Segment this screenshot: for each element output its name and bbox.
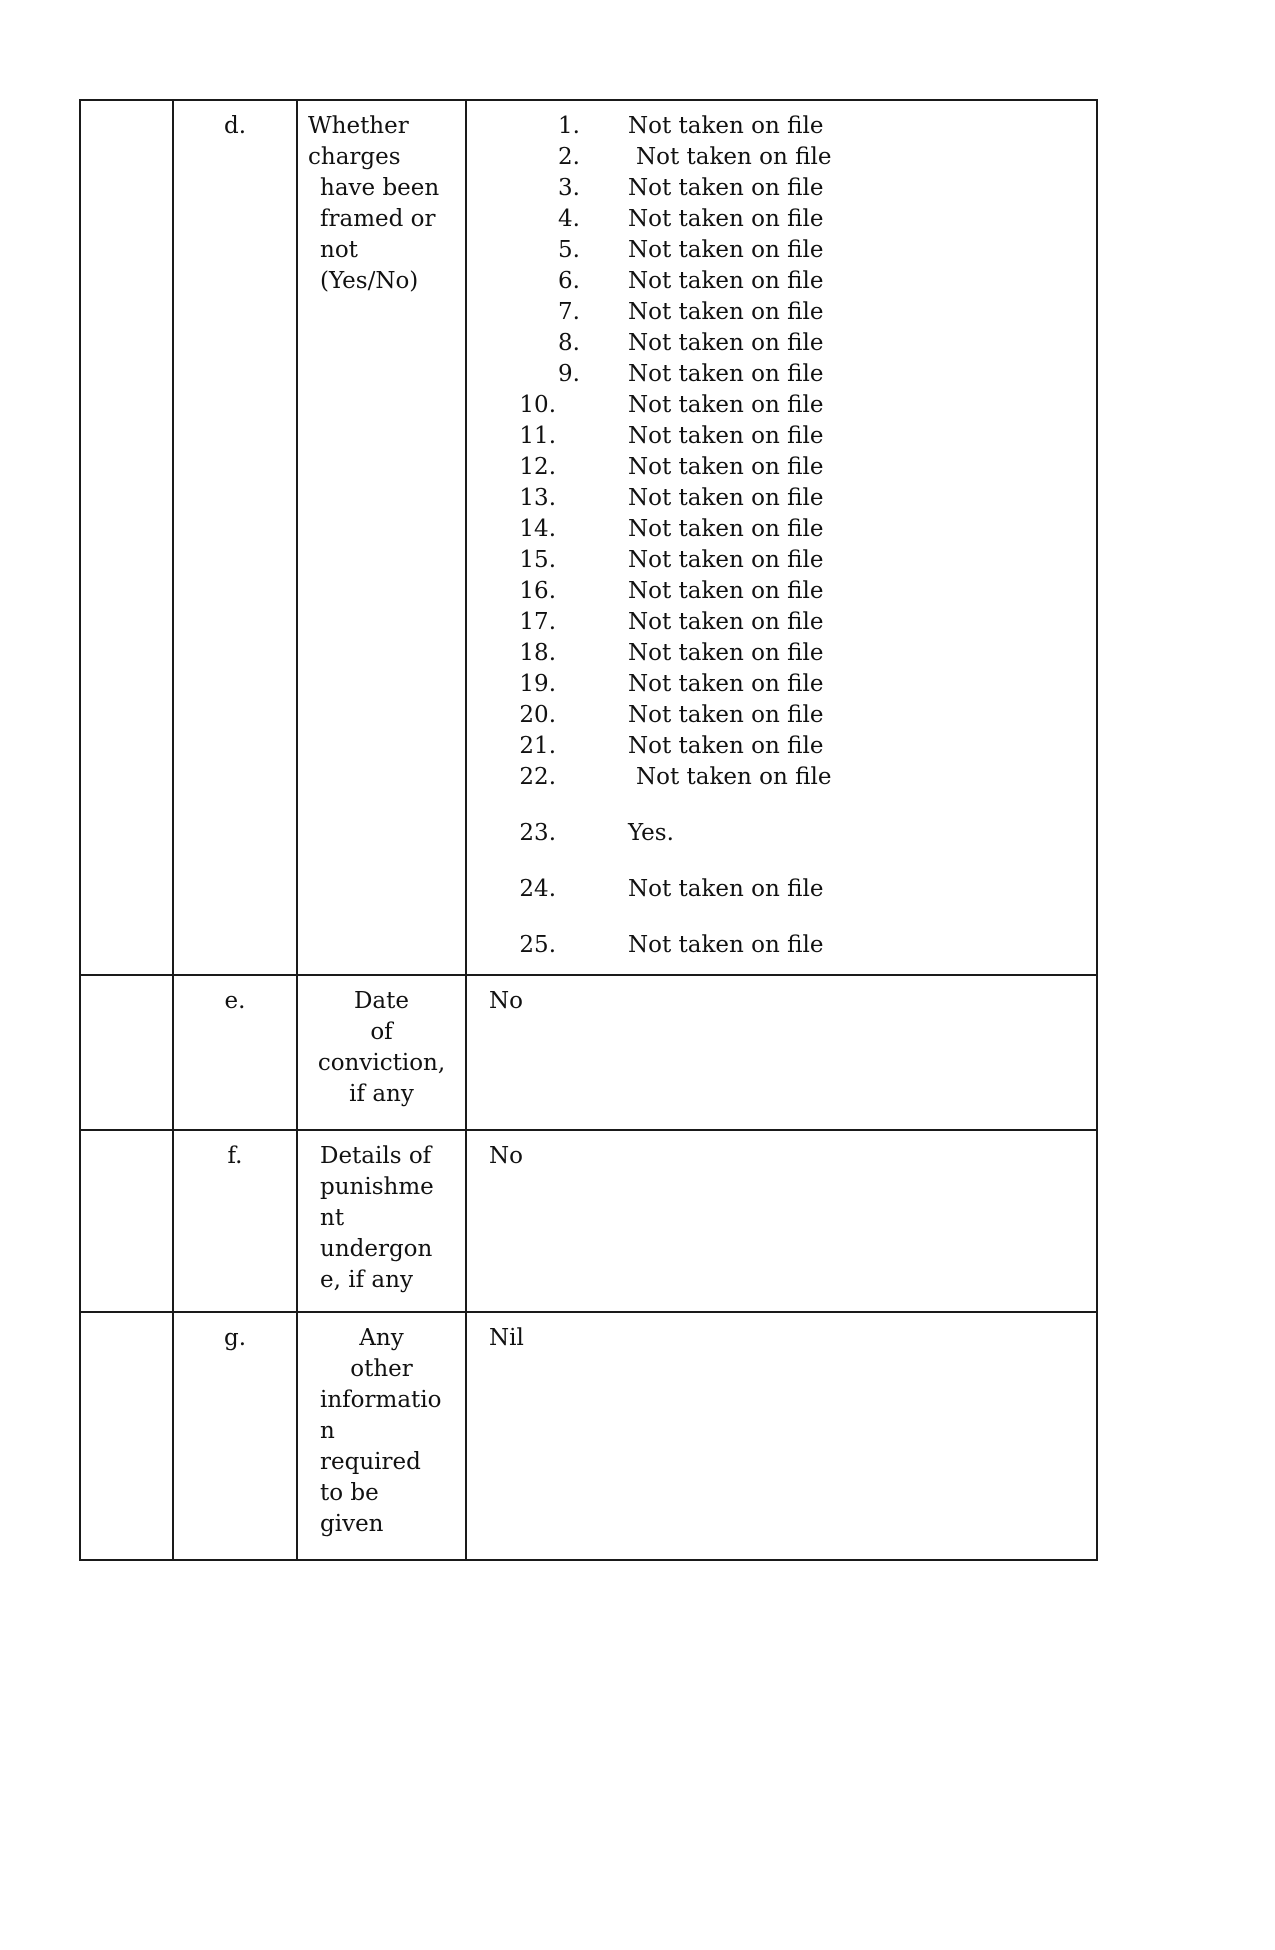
list-item [467, 359, 1096, 390]
item-number: 8. [558, 330, 580, 356]
description-line: Details of [320, 1143, 432, 1169]
table-row-f [80, 1130, 1097, 1312]
item-number: 19. [519, 671, 556, 697]
item-number: 25. [519, 932, 556, 958]
row-label: d. [173, 100, 297, 975]
list-item [467, 204, 1096, 235]
item-number: 14. [519, 516, 556, 542]
blank-cell [80, 975, 173, 1130]
row-description [297, 1130, 466, 1312]
item-text: Not taken on file [628, 268, 824, 294]
row-value: No [466, 1130, 1097, 1312]
list-item [467, 545, 1096, 576]
description-line: Date [353, 988, 409, 1014]
item-number: 2. [558, 144, 580, 170]
description-line: (Yes/No) [320, 268, 419, 294]
list-item [467, 818, 1096, 849]
list-item [467, 173, 1096, 204]
description-line: Whether [308, 113, 409, 139]
item-text: Not taken on file [628, 330, 824, 356]
blank-cell [80, 100, 173, 975]
item-text: Not taken on file [628, 423, 824, 449]
item-text: Not taken on file [628, 640, 824, 666]
description-line: undergon [320, 1236, 433, 1262]
item-text: Not taken on file [628, 206, 824, 232]
list-item [467, 607, 1096, 638]
item-text: Not taken on file [628, 733, 824, 759]
row-label: e. [173, 975, 297, 1130]
list-item [467, 731, 1096, 762]
blank-cell [80, 1312, 173, 1560]
item-text: Yes. [628, 820, 674, 846]
item-number: 17. [519, 609, 556, 635]
list-item [467, 297, 1096, 328]
list-item [467, 452, 1096, 483]
item-text: Not taken on file [636, 764, 832, 790]
row-label: g. [173, 1312, 297, 1560]
item-number: 4. [558, 206, 580, 232]
list-item [467, 762, 1096, 793]
row-description [297, 975, 466, 1130]
list-item [467, 930, 1096, 961]
item-number: 21. [519, 733, 556, 759]
list-item [467, 266, 1096, 297]
row-label: f. [173, 1130, 297, 1312]
item-number: 15. [519, 547, 556, 573]
description-line: given [320, 1511, 384, 1537]
item-number: 6. [558, 268, 580, 294]
description-line: required [320, 1449, 421, 1475]
item-text: Not taken on file [628, 454, 824, 480]
description-line: conviction, [317, 1050, 446, 1076]
description-line: framed or [320, 206, 436, 232]
description-line: other [350, 1356, 413, 1382]
item-number: 16. [519, 578, 556, 604]
item-number: 10. [519, 392, 556, 418]
list-item [467, 700, 1096, 731]
row-description [297, 1312, 466, 1560]
list-item [467, 111, 1096, 142]
description-line: n [320, 1418, 335, 1444]
item-text: Not taken on file [628, 671, 824, 697]
item-number: 12. [519, 454, 556, 480]
item-number: 11. [519, 423, 556, 449]
table-row-e [80, 975, 1097, 1130]
item-number: 22. [519, 764, 556, 790]
item-text: Not taken on file [628, 392, 824, 418]
list-item [467, 874, 1096, 905]
item-text: Not taken on file [628, 113, 824, 139]
item-text: Not taken on file [628, 361, 824, 387]
description-line: e, if any [320, 1267, 413, 1293]
description-line: have been [320, 175, 440, 201]
item-text: Not taken on file [628, 609, 824, 635]
description-line: nt [320, 1205, 345, 1231]
item-text: Not taken on file [628, 547, 824, 573]
item-number: 13. [519, 485, 556, 511]
item-number: 20. [519, 702, 556, 728]
item-number: 18. [519, 640, 556, 666]
item-text: Not taken on file [628, 175, 824, 201]
description-line: not [320, 237, 358, 263]
blank-cell [80, 1130, 173, 1312]
item-text: Not taken on file [636, 144, 832, 170]
description-line: Any [359, 1325, 404, 1351]
item-text: Not taken on file [628, 702, 824, 728]
item-text: Not taken on file [628, 578, 824, 604]
list-item [467, 669, 1096, 700]
list-item [467, 576, 1096, 607]
item-text: Not taken on file [628, 932, 824, 958]
item-number: 3. [558, 175, 580, 201]
details-table [79, 99, 1098, 1561]
item-text: Not taken on file [628, 876, 824, 902]
description-line: of [370, 1019, 393, 1045]
list-item [467, 483, 1096, 514]
list-item [467, 638, 1096, 669]
item-text: Not taken on file [628, 485, 824, 511]
row-description [297, 100, 466, 975]
item-number: 9. [558, 361, 580, 387]
row-value: No [466, 975, 1097, 1130]
item-text: Not taken on file [628, 299, 824, 325]
list-item [467, 421, 1096, 452]
row-value: Nil [466, 1312, 1097, 1560]
list-item [467, 235, 1096, 266]
list-item [467, 514, 1096, 545]
list-item [467, 390, 1096, 421]
item-text: Not taken on file [628, 237, 824, 263]
description-line: punishme [320, 1174, 434, 1200]
item-number: 1. [558, 113, 580, 139]
case-status-list [467, 101, 1096, 961]
row-value [466, 100, 1097, 975]
description-line: if any [349, 1081, 414, 1107]
description-line: to be [320, 1480, 379, 1506]
list-item [467, 142, 1096, 173]
item-number: 24. [519, 876, 556, 902]
item-number: 7. [558, 299, 580, 325]
table-row-g [80, 1312, 1097, 1560]
table-row-d [80, 100, 1097, 975]
description-line: informatio [320, 1387, 442, 1413]
item-number: 5. [558, 237, 580, 263]
item-number: 23. [519, 820, 556, 846]
list-item [467, 328, 1096, 359]
item-text: Not taken on file [628, 516, 824, 542]
description-line: charges [308, 144, 401, 170]
